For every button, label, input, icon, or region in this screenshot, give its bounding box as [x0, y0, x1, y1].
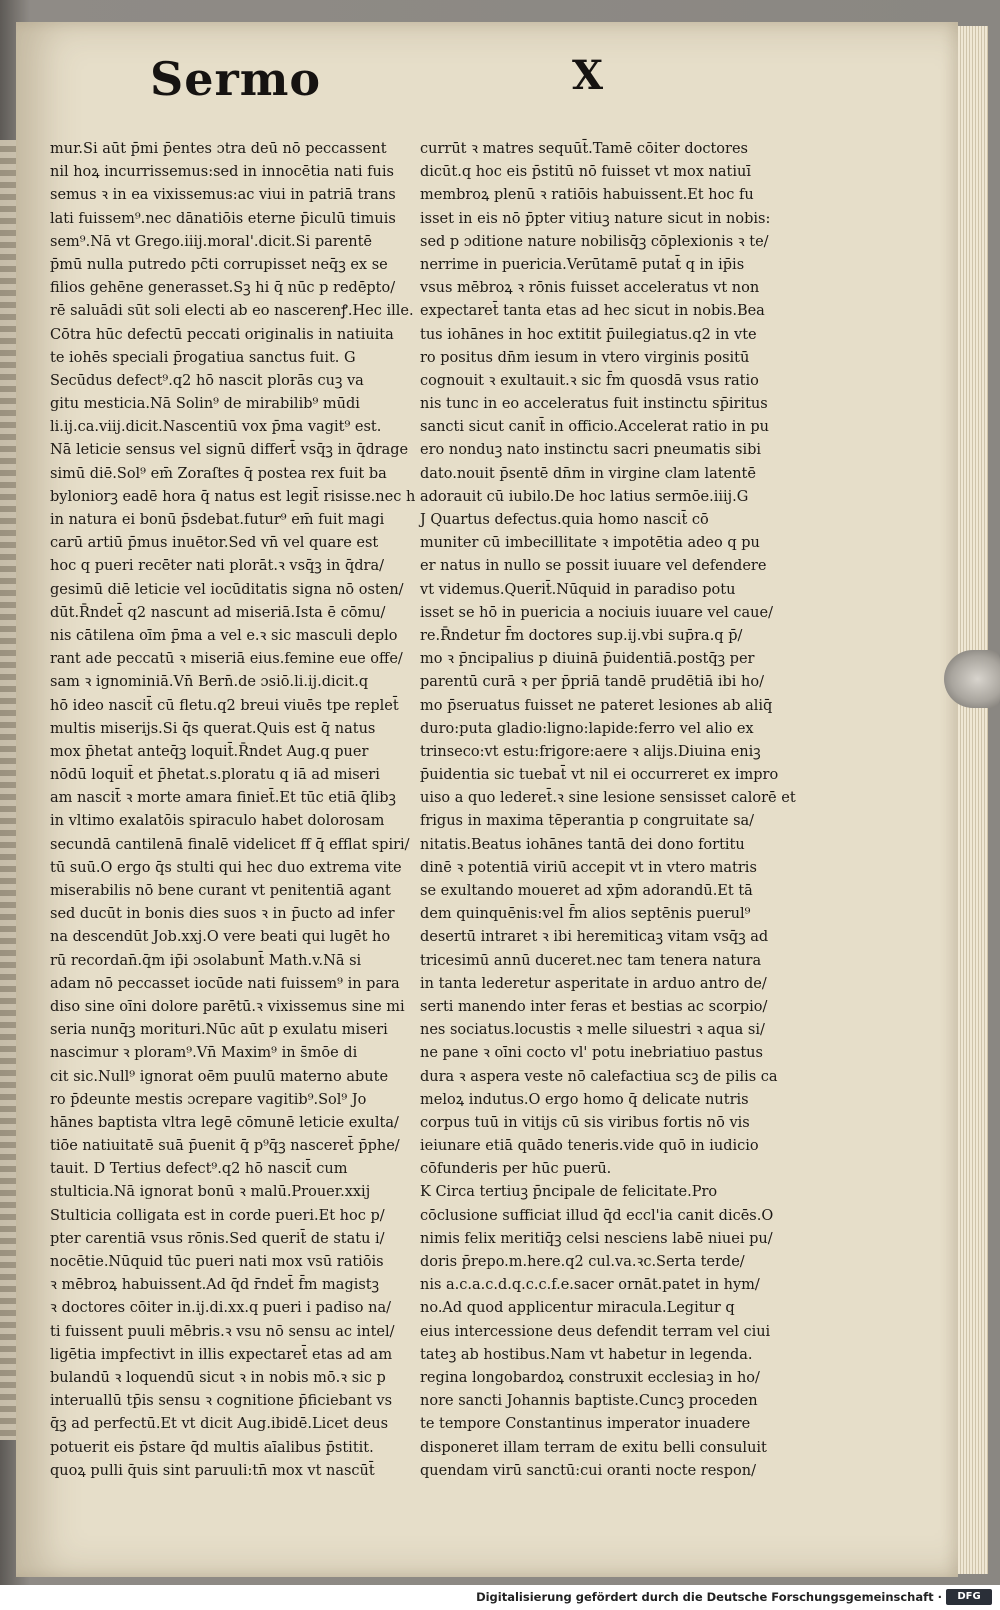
text-line: mo ꝛ p̄ncipalius p diuinā p̄uidentiā.postq̄ꝫ per — [420, 651, 755, 668]
text-line: rū recordan̄.q̄m ip̄i ɔsolabunt̄ Math.v.Nā si — [50, 952, 362, 969]
text-line: potuerit eis p̄stare q̄d multis aīalibus p̄stitit. — [50, 1439, 374, 1456]
text-line: no.Ad quod applicentur miracula.Legitur q — [420, 1300, 735, 1317]
dfg-logo-icon: DFG — [946, 1589, 992, 1605]
text-line: nocētie.Nūquid tūc pueri nati mox vsū ratiōis — [50, 1254, 384, 1270]
page-clip — [944, 650, 1000, 708]
text-line: uiso a quo lederet̄.ꝛ sine lesione sensisset calorē et — [420, 790, 796, 807]
text-line: rē saluādi sūt soli electi ab eo nascerenꝭ.Hec ille. — [50, 303, 414, 320]
text-line: bulandū ꝛ loquendū sicut ꝛ in nobis mō.ꝛ sic p — [50, 1369, 386, 1386]
page-fore-edge — [958, 26, 988, 1574]
text-line: p̄mū nulla putredo pc̄ti corrupisset neq̄ꝫ ex se — [50, 256, 388, 273]
text-line: ro p̄deunte mestis ɔcrepare vagitib⁹.Sol⁹ Jo — [50, 1091, 367, 1108]
text-line: nis cātilena oīm p̄ma a vel e.ꝛ sic masculi deplo — [50, 627, 398, 644]
text-line: currūt ꝛ matres sequūt̄.Tamē cōiter doctores — [420, 141, 748, 157]
text-line: in vltimo exalatōis spiraculo habet dolorosam — [50, 813, 385, 830]
text-line: cit sic.Null⁹ ignorat oēm puulū materno abute — [50, 1068, 389, 1085]
text-line: quoꝝ pulli q̄uis sint paruuli:tn̄ mox vt nascūt̄ — [50, 1462, 375, 1479]
text-line: byloniorꝫ eadē hora q̄ natus est legit̄ risisse.nec h — [50, 488, 416, 505]
text-line: vsus mēbroꝝ ꝛ rōnis fuisset acceleratus vt non — [420, 280, 760, 297]
text-line: pter carentiā vsus rōnis.Sed querit̄ de statu i/ — [50, 1230, 385, 1247]
text-line: nōdū loquit̄ et p̄hetat.s.ploratu q iā ad miseri — [50, 767, 380, 784]
text-line: ligētia impfectivt in illis expectaret̄ etas ad am — [50, 1346, 393, 1363]
text-line: p̄uidentia sic tuebat̄ vt nil ei occurreret ex impro — [420, 767, 779, 784]
text-line: hoc q pueri recēter nati plorāt.ꝛ vsq̄ꝫ in q̄dra/ — [50, 558, 384, 575]
text-line: Stulticia colligata est in corde pueri.Et hoc p/ — [50, 1207, 385, 1224]
text-column-right — [420, 138, 796, 1479]
text-line: multis miserijs.Si q̄s querat.Quis est q̄ natus — [50, 720, 376, 737]
text-line: hānes baptista vltra legē cōmunē leticie exulta/ — [50, 1114, 399, 1131]
text-line: simū diē.Sol⁹ em̄ Zoraſtes q̄ postea rex fuit ba — [50, 465, 387, 482]
text-line: tus iohānes in hoc extitit p̄uilegiatus.q2 in vte — [420, 326, 757, 343]
text-line: sed ducūt in bonis dies suos ꝛ in p̄ucto ad infer — [50, 906, 395, 923]
text-line: sed p ɔditione nature nobilisq̄ꝫ cōplexionis ꝛ te/ — [420, 233, 769, 250]
text-line: nascimur ꝛ ploram⁹.Vn̄ Maxim⁹ in s̄mōe di — [50, 1045, 358, 1062]
text-line: membroꝝ plenū ꝛ ratiōis habuissent.Et hoc fu — [420, 187, 754, 204]
running-head-numeral: X — [572, 52, 605, 99]
text-line: li.ij.ca.viij.dicit.Nascentiū vox p̄ma vagit⁹ est. — [50, 419, 382, 436]
text-line: parentū curā ꝛ per p̄priā tandē prudētiā ibi ho/ — [420, 674, 765, 691]
text-line: doris p̄repo.m.here.q2 cul.va.ꝛc.Serta terde/ — [420, 1254, 745, 1270]
text-line: dūt.R̄ndet̄ q2 nascunt ad miseriā.Ista ē cōmu/ — [50, 604, 386, 621]
text-line: regina longobardoꝝ construxit ecclesiaꝫ in ho/ — [420, 1369, 760, 1386]
text-line: adam nō peccasset iocūde nati fuissem⁹ in para — [50, 975, 400, 992]
text-line: in tanta lederetur asperitate in arduo antro de/ — [420, 975, 767, 992]
text-line: seria nunq̄ꝫ morituri.Nūc aūt p exulatu miseri — [50, 1022, 388, 1039]
text-line: duro:puta gladio:ligno:lapide:ferro vel alio ex — [420, 720, 754, 737]
text-line: nis tunc in eo acceleratus fuit instinctu sp̄iritus — [420, 396, 768, 413]
text-line: se exultando moueret ad xp̄m adorandū.Et tā — [420, 883, 753, 899]
text-column-left — [50, 138, 416, 1479]
text-line: te tempore Constantinus imperator inuadere — [420, 1416, 751, 1433]
text-line: vt videmus.Querit̄.Nūquid in paradiso potu — [420, 581, 736, 598]
text-line: Nā leticie sensus vel signū differt̄ vsq̄ꝫ in q̄drage — [50, 442, 409, 459]
text-line: te iohēs speciali p̄rogatiua sanctus fuit. G — [50, 349, 356, 366]
text-line: corpus tuū in vitijs cū sis viribus fortis nō vis — [420, 1114, 750, 1131]
text-line: ero nonduꝫ nato instinctu sacri pneumatis sibi — [420, 442, 761, 459]
text-line: ꝛ mēbroꝝ habuissent.Ad q̄d r̄ndet̄ f̄m magistꝫ — [50, 1277, 380, 1294]
text-line: hō ideo nascit̄ cū fletu.q2 breui viuēs tpe replet̄ — [50, 697, 399, 714]
text-line: nimis felix meritiq̄ꝫ celsi nesciens labē niuei pu/ — [420, 1230, 773, 1247]
text-line: isset se hō in puericia a nociuis iuuare vel caue/ — [420, 604, 773, 621]
text-line: expectaret̄ tanta etas ad hec sicut in nobis.Bea — [420, 303, 765, 320]
text-line: serti manendo inter feras et bestias ac scorpio/ — [420, 998, 768, 1015]
text-line: desertū intraret ꝛ ibi heremiticaꝫ vitam vsq̄ꝫ ad — [420, 929, 769, 946]
text-line: miserabilis nō bene curant vt penitentiā agant — [50, 883, 391, 899]
text-line: mox p̄hetat anteq̄ꝫ loquit̄.R̄ndet Aug.q puer — [50, 743, 369, 760]
text-line: dura ꝛ aspera veste nō calefactiua scꝫ de pilis ca — [420, 1068, 778, 1085]
text-line: lati fuissem⁹.nec dānatiōis eterne p̄iculū timuis — [50, 210, 396, 227]
digitization-footer — [0, 1585, 1000, 1610]
text-line: am nascit̄ ꝛ morte amara finiet̄.Et tūc etiā q̄libꝫ — [50, 790, 396, 807]
text-line: filios gehēne generasset.Sꝫ hi q̄ nūc p redēpto/ — [50, 280, 396, 297]
text-line: dato.nouit p̄sentē dn̄m in virgine clam latentē — [420, 465, 756, 482]
text-line: semus ꝛ in ea vixissemus:ac viui in patriā trans — [50, 187, 396, 204]
text-line: muniter cū imbecillitate ꝛ impotētia adeo q pu — [420, 535, 760, 552]
text-line: ne pane ꝛ oīni cocto vl' potu inebriatiuo pastus — [420, 1045, 763, 1062]
text-line: ro positus dn̄m iesum in vtero virginis positū — [420, 349, 750, 366]
text-line: sancti sicut canit̄ in officio.Accelerat ratio in pu — [420, 419, 769, 436]
text-line: tauit. D Tertius defect⁹.q2 hō nascit̄ cum — [50, 1161, 348, 1178]
text-line: secundā cantilenā finalē videlicet ff q̄ efflat spiri/ — [50, 836, 410, 853]
text-line: mo p̄seruatus fuisset ne pateret lesiones ab aliq̄ — [420, 697, 773, 714]
text-line: cognouit ꝛ exultauit.ꝛ sic f̄m quosdā vsus ratio — [420, 372, 759, 389]
text-line: J Quartus defectus.quia homo nascit̄ cō — [420, 512, 709, 528]
text-line: nitatis.Beatus iohānes tantā dei dono fortitu — [420, 836, 745, 853]
text-line: tū suū.O ergo q̄s stulti qui hec duo extrema vite — [50, 859, 402, 876]
text-line: carū artiū p̄mus inuētor.Sed vn̄ vel quare est — [50, 535, 379, 552]
text-line: Secūdus defect⁹.q2 hō nascit plorās cuꝫ va — [50, 372, 364, 389]
text-line: sam ꝛ ignominiā.Vn̄ Bern̄.de ɔsiō.li.ij.dicit.q — [50, 674, 369, 691]
running-head-title: Sermo — [150, 52, 322, 106]
text-line: tricesimū annū duceret.nec tam tenera natura — [420, 952, 762, 969]
text-line: gitu mesticia.Nā Solin⁹ de mirabilib⁹ mūdi — [50, 396, 360, 413]
text-line: adorauit cū iubilo.De hoc latius sermōe.iiij.G — [420, 488, 749, 505]
text-line: interuallū tp̄is sensu ꝛ cognitione p̄ficiebant vs — [50, 1393, 393, 1410]
text-line: gesimū diē leticie vel iocūditatis signa nō osten/ — [50, 581, 404, 598]
text-line: eius intercessione deus defendit terram vel ciui — [420, 1323, 771, 1340]
text-line: rant ade peccatū ꝛ miseriā eius.femine eue offe/ — [50, 651, 403, 668]
text-line: q̄ꝫ ad perfectū.Et vt dicit Aug.ibidē.Licet deus — [50, 1416, 389, 1433]
text-line: disponeret illam terram de exitu belli consuluit — [420, 1439, 767, 1456]
text-line: ti fuissent puuli mēbris.ꝛ vsu nō sensu ac intel/ — [50, 1323, 395, 1340]
text-line: nerrime in puericia.Verūtamē putat̄ q in ip̄is — [420, 256, 745, 273]
text-line: in natura ei bonū p̄sdebat.futur⁹ em̄ fuit magi — [50, 512, 385, 528]
text-line: tiōe natiuitatē suā p̄uenit q̄ p⁹q̄ꝫ nasceret̄ p̄phe/ — [50, 1138, 400, 1155]
text-line: quendam virū sanctū:cui oranti nocte respon/ — [420, 1462, 756, 1479]
text-line: na descendūt Job.xxj.O vere beati qui lugēt ho — [50, 929, 391, 946]
text-line: re.R̄ndetur f̄m doctores sup.ij.vbi sup̄ra.q p̄/ — [420, 627, 743, 644]
text-line: frigus in maxima tēperantia p congruitate sa/ — [420, 813, 755, 830]
text-line: nore sancti Johannis baptiste.Cuncꝫ proceden — [420, 1393, 758, 1410]
text-line: nes sociatus.locustis ꝛ melle siluestri ꝛ aqua si/ — [420, 1022, 765, 1039]
text-line: K Circa tertiuꝫ p̄ncipale de felicitate.Pro — [420, 1184, 718, 1201]
text-line: dinē ꝛ potentiā viriū accepit vt in vtero matris — [420, 859, 757, 876]
text-line: diso sine oīni dolore parētū.ꝛ vixissemus sine mi — [50, 998, 405, 1015]
text-line: dicūt.q hoc eis p̄stitū nō fuisset vt mox natiuī — [420, 164, 751, 181]
text-line: cōclusione sufficiat illud q̄d eccl'ia canit dicēs.O — [420, 1207, 774, 1224]
text-line: ꝛ doctores cōiter in.ij.di.xx.q pueri i padiso na/ — [50, 1300, 392, 1317]
text-line: isset in eis nō p̄pter vitiuꝫ nature sicut in nobis: — [420, 210, 771, 227]
text-line: meloꝝ indutus.O ergo homo q̄ delicate nutris — [420, 1091, 749, 1108]
text-line: mur.Si aūt p̄mi p̄entes ɔtra deū nō peccassent — [50, 141, 387, 157]
text-line: Cōtra hūc defectū peccati originalis in natiuita — [50, 326, 394, 343]
text-line: nil hoꝝ incurrissemus:sed in innocētia nati fuis — [50, 164, 394, 181]
text-line: tateꝫ ab hostibus.Nam vt habetur in legenda. — [420, 1346, 753, 1363]
footer-credit-text: Digitalisierung gefördert durch die Deutsche Forschungsgemeinschaft · — [476, 1590, 942, 1604]
text-line: er natus in nullo se possit iuuare vel defendere — [420, 558, 767, 575]
text-line: dem quinquēnis:vel f̄m alios septēnis puerul⁹ — [420, 906, 751, 923]
text-line: cōfunderis per hūc puerū. — [420, 1161, 612, 1178]
text-line: sem⁹.Nā vt Grego.iiij.moral'.dicit.Si parentē — [50, 233, 373, 250]
text-line: nis a.c.a.c.d.q.c.c.f.e.sacer ornāt.patet in hym/ — [420, 1277, 760, 1294]
text-line: stulticia.Nā ignorat bonū ꝛ malū.Prouer.xxij — [50, 1184, 371, 1201]
text-line: trinseco:vt estu:frigore:aere ꝛ alijs.Diuina eniꝫ — [420, 743, 761, 760]
text-line: ieiunare etiā quādo teneris.vide quō in iudicio — [420, 1138, 759, 1155]
